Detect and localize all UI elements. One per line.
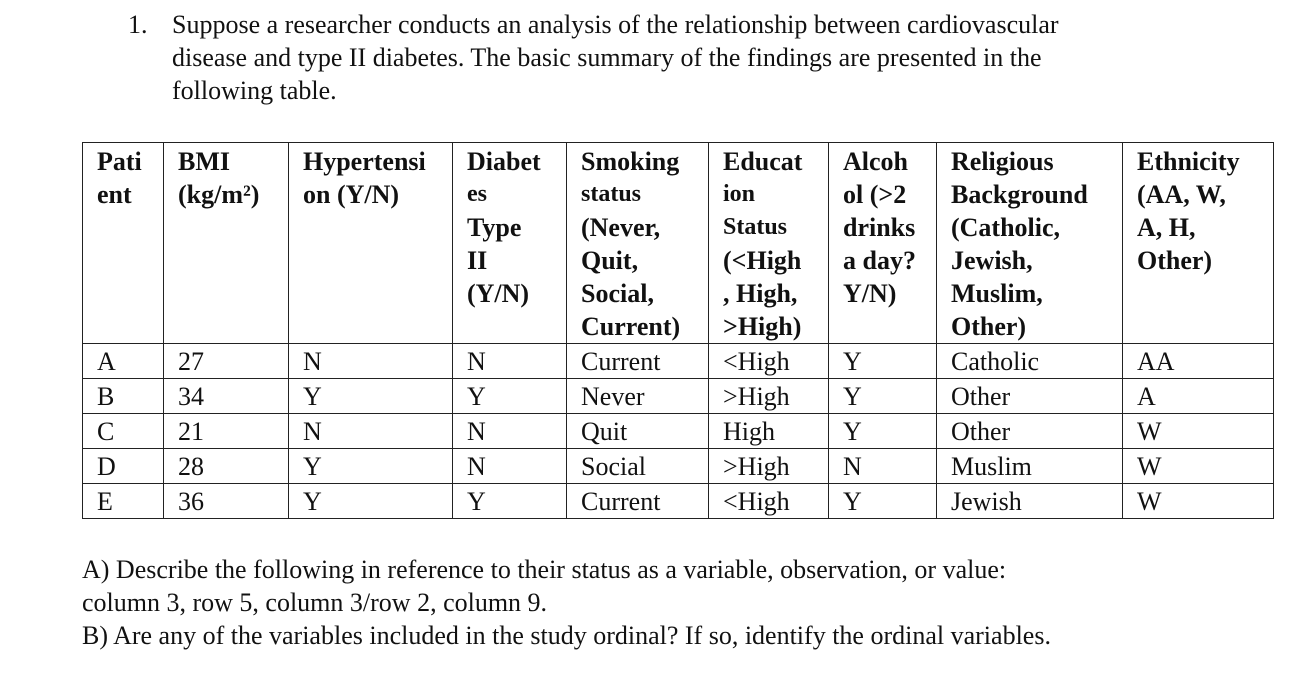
table-row xyxy=(83,379,1274,414)
cell: 21 xyxy=(164,414,289,449)
cell: Y xyxy=(829,484,937,519)
header-patient: Pati ent xyxy=(83,143,164,344)
cell: Catholic xyxy=(937,344,1123,379)
cell: Y xyxy=(453,379,567,414)
question-line: Suppose a researcher conducts an analysis of the relationship between cardiovascular xyxy=(172,10,1059,39)
table-row xyxy=(83,414,1274,449)
cell: AA xyxy=(1123,344,1274,379)
cell: N xyxy=(453,414,567,449)
header-education: Educat ion Status (<High , High, >High) xyxy=(709,143,829,344)
question-text xyxy=(172,8,1212,107)
cell: D xyxy=(83,449,164,484)
cell: Y xyxy=(829,379,937,414)
header-alcohol: Alcoh ol (>2 drinks a day? Y/N) xyxy=(829,143,937,344)
cell: <High xyxy=(709,484,829,519)
findings-table xyxy=(82,142,1274,519)
question-line: disease and type II diabetes. The basic summary of the findings are presented in the xyxy=(172,43,1042,72)
header-hypertension: Hypertensi on (Y/N) xyxy=(289,143,453,344)
header-religion: Religious Background (Catholic, Jewish, Muslim, Other) xyxy=(937,143,1123,344)
cell: Current xyxy=(567,344,709,379)
cell: Current xyxy=(567,484,709,519)
question-parts xyxy=(82,553,1051,652)
cell: W xyxy=(1123,484,1274,519)
cell: N xyxy=(453,449,567,484)
cell: 28 xyxy=(164,449,289,484)
header-ethnicity: Ethnicity (AA, W, A, H, Other) xyxy=(1123,143,1274,344)
question-number: 1. xyxy=(128,10,148,39)
cell: E xyxy=(83,484,164,519)
header-bmi: BMI (kg/m²) xyxy=(164,143,289,344)
cell: C xyxy=(83,414,164,449)
cell: N xyxy=(829,449,937,484)
cell: W xyxy=(1123,449,1274,484)
header-diabetes: Diabet es Type II (Y/N) xyxy=(453,143,567,344)
cell: 27 xyxy=(164,344,289,379)
cell: W xyxy=(1123,414,1274,449)
part-a-line: A) Describe the following in reference to their status as a variable, observation, or value: xyxy=(82,555,1007,584)
cell: N xyxy=(289,344,453,379)
cell: Muslim xyxy=(937,449,1123,484)
cell: Y xyxy=(453,484,567,519)
cell: A xyxy=(83,344,164,379)
header-smoking: Smoking status (Never, Quit, Social, Current) xyxy=(567,143,709,344)
cell: 34 xyxy=(164,379,289,414)
cell: >High xyxy=(709,379,829,414)
cell: B xyxy=(83,379,164,414)
cell: 36 xyxy=(164,484,289,519)
cell: Never xyxy=(567,379,709,414)
cell: Jewish xyxy=(937,484,1123,519)
question-line: following table. xyxy=(172,76,337,105)
cell: Y xyxy=(289,449,453,484)
cell: A xyxy=(1123,379,1274,414)
cell: Y xyxy=(829,414,937,449)
cell: <High xyxy=(709,344,829,379)
cell: Y xyxy=(829,344,937,379)
cell: N xyxy=(453,344,567,379)
cell: N xyxy=(289,414,453,449)
part-a-line: column 3, row 5, column 3/row 2, column 9. xyxy=(82,588,548,617)
cell: High xyxy=(709,414,829,449)
table-row xyxy=(83,344,1274,379)
cell: Y xyxy=(289,379,453,414)
cell: Quit xyxy=(567,414,709,449)
part-b-line: B) Are any of the variables included in the study ordinal? If so, identify the ordinal variables. xyxy=(82,621,1051,650)
header-row xyxy=(83,143,1274,344)
cell: Social xyxy=(567,449,709,484)
cell: Other xyxy=(937,414,1123,449)
table-row xyxy=(83,449,1274,484)
cell: Other xyxy=(937,379,1123,414)
table-row xyxy=(83,484,1274,519)
cell: >High xyxy=(709,449,829,484)
cell: Y xyxy=(289,484,453,519)
